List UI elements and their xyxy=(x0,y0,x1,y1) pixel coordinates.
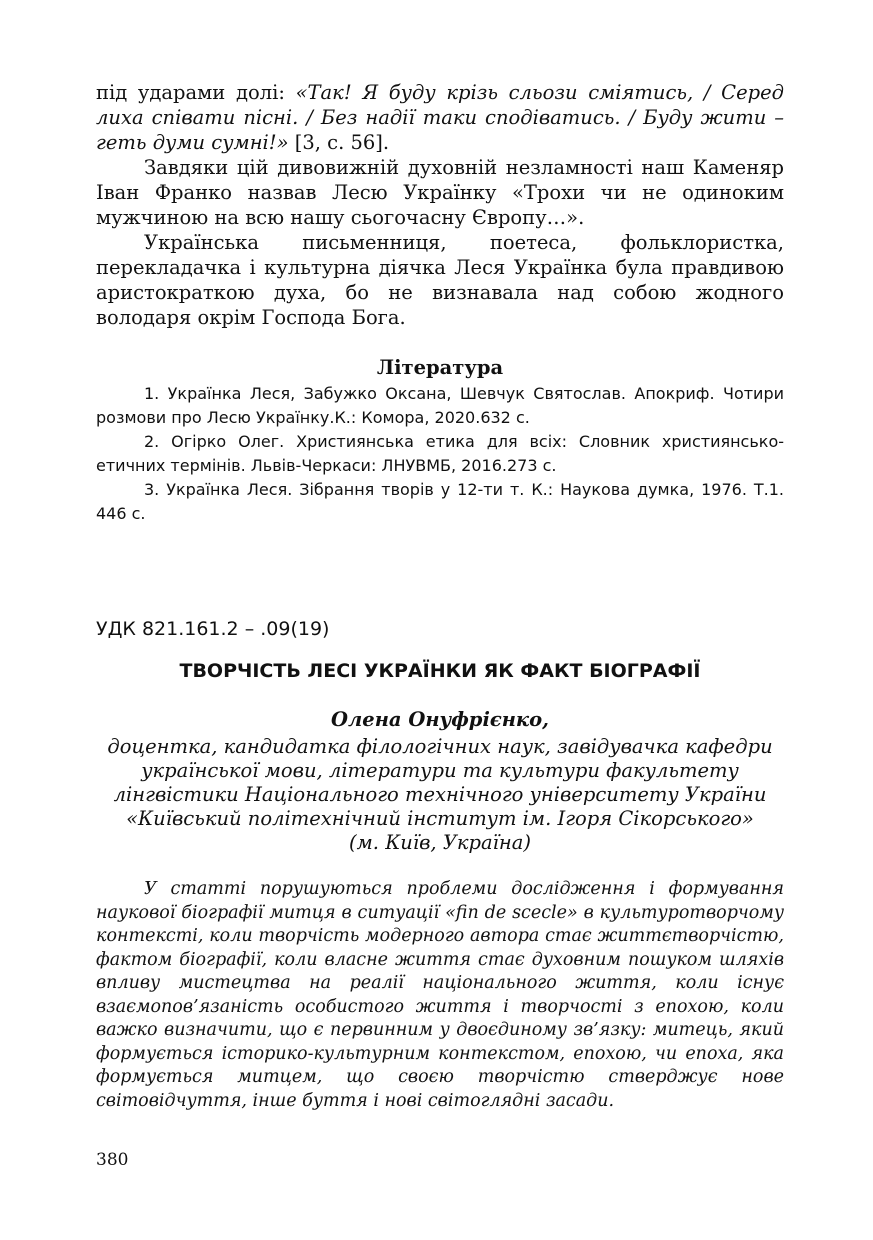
quote-reference: [3, с. 56]. xyxy=(288,131,390,154)
author-name: Олена Онуфрієнко, xyxy=(331,708,549,731)
quote-intro: під ударами долі: xyxy=(96,81,296,104)
poem-quote: «Так! Я буду крізь сльози сміятись, / Серед лиха співати пісні. / Без надії таки сподіватись. / Буду жити – геть думи сумні!» xyxy=(96,81,784,154)
affiliation-line: української мови, літератури та культури факультету xyxy=(141,759,739,782)
affiliation-location: (м. Київ, Україна) xyxy=(349,831,531,854)
reference-item: 2. Огірко Олег. Християнська етика для всіх: Словник християнсько-етичних термінів. Львів-Черкаси: ЛНУВМБ, 2016.273 с. xyxy=(96,432,784,475)
quote-paragraph xyxy=(96,80,784,155)
page-body xyxy=(96,80,784,1111)
udk-code: УДК 821.161.2 – .09(19) xyxy=(96,618,330,640)
affiliation-line: лінгвістики Національного технічного університету України xyxy=(113,783,767,806)
franko-paragraph: Завдяки цій дивовижній духовній незламності наш Каменяр Іван Франко назвав Лесю Українку «Трохи чи не одиноким мужчиною на всю нашу сьогочасну Європу…». xyxy=(96,156,784,229)
author-affiliation xyxy=(96,735,784,855)
reference-item: 3. Українка Леся. Зібрання творів у 12-ти т. К.: Наукова думка, 1976. Т.1. 446 с. xyxy=(96,480,784,523)
affiliation-line: «Київський політехнічний інститут ім. Ігоря Сікорського» xyxy=(126,807,754,830)
literature-heading: Література xyxy=(376,356,504,379)
affiliation-line: доцентка, кандидатка філологічних наук, завідувачка кафедри xyxy=(107,735,773,758)
reference-item: 1. Українка Леся, Забужко Оксана, Шевчук Святослав. Апокриф. Чотири розмови про Лесю Українку.К.: Комора, 2020.632 с. xyxy=(96,384,784,427)
lesya-paragraph: Українська письменниця, поетеса, фольклористка, перекладачка і культурна діячка Леся Українка була правдивою аристократкою духа, бо не визнавала над собою жодного володаря окрім Господа Бога. xyxy=(96,231,784,329)
page-number: 380 xyxy=(96,1150,129,1170)
article-abstract: У статті порушуються проблеми дослідження і формування наукової біографії митця в ситуації «fin de scecle» в культуротворчому контексті, коли творчість модерного автора стає життєтворчістю, фактом біографії, коли власне життя стає духовним пошуком шляхів впливу мистецтва на реалії національного життя, коли існує взаємопов’язаність особистого життя і творчості з епохою, коли важко визначити, що є первинним у двоєдиному зв’язку: митець, який формується історико-культурним контекстом, епохою, чи епоха, яка формується митцем, що своєю творчістю стверджує нове світовідчуття, інше буття і нові світоглядні засади. xyxy=(96,879,784,1111)
article-title: ТВОРЧІСТЬ ЛЕСІ УКРАЇНКИ ЯК ФАКТ БІОГРАФІЇ xyxy=(179,660,701,682)
